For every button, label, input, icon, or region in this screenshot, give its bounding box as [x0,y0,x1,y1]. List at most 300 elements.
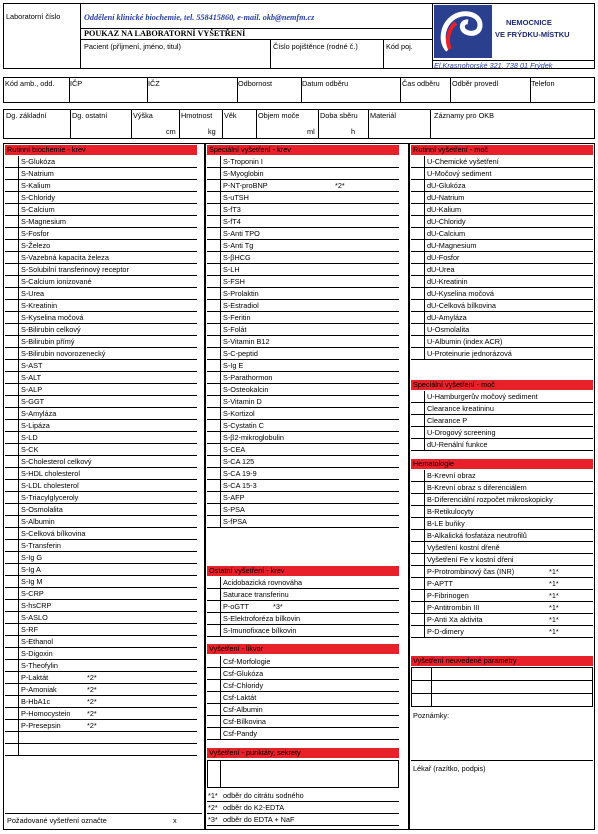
test-row[interactable] [207,204,399,216]
test-checkbox[interactable] [5,540,19,552]
test-checkbox[interactable] [5,468,19,480]
test-row[interactable] [207,656,399,668]
test-checkbox[interactable] [5,660,19,672]
test-row[interactable] [207,312,399,324]
test-row[interactable] [5,492,197,504]
test-checkbox[interactable] [207,577,221,589]
test-checkbox[interactable] [207,240,221,252]
test-row[interactable] [5,288,197,300]
test-row[interactable] [411,312,593,324]
hematology-list [411,470,593,638]
test-row[interactable] [411,156,593,168]
test-label: B-Krevní obraz [427,471,476,480]
test-label: dU-Kyselina močová [427,289,494,298]
test-checkbox[interactable] [411,228,425,240]
test-row[interactable] [5,264,197,276]
test-row[interactable] [411,427,593,439]
test-checkbox[interactable] [207,168,221,180]
test-checkbox[interactable] [207,264,221,276]
test-checkbox[interactable] [5,552,19,564]
test-checkbox[interactable] [207,504,221,516]
legend-text: odběr do EDTA + NaF [223,815,295,824]
test-checkbox[interactable] [207,300,221,312]
test-label: S-Kortizol [223,409,255,418]
test-label: S-Digoxin [21,649,53,658]
test-row[interactable] [411,324,593,336]
test-row[interactable] [5,204,197,216]
test-checkbox[interactable] [207,492,221,504]
test-checkbox[interactable] [5,360,19,372]
test-checkbox[interactable] [207,601,221,613]
test-row[interactable] [5,456,197,468]
test-row[interactable] [207,492,399,504]
test-row[interactable] [411,566,593,578]
test-label: S-Bilirubin novorozenecký [21,349,106,358]
test-checkbox[interactable] [5,180,19,192]
test-row[interactable] [207,276,399,288]
test-checkbox[interactable] [5,492,19,504]
test-row[interactable] [411,530,593,542]
test-checkbox[interactable] [207,480,221,492]
test-row[interactable] [5,552,197,564]
test-checkbox[interactable] [5,204,19,216]
test-checkbox[interactable] [5,384,19,396]
test-row[interactable] [411,602,593,614]
test-checkbox[interactable] [411,439,425,451]
test-row[interactable] [411,228,593,240]
test-row[interactable] [5,348,197,360]
test-row[interactable] [207,384,399,396]
test-label: S-RF [21,625,39,634]
test-row[interactable] [207,240,399,252]
test-checkbox[interactable] [5,240,19,252]
test-row[interactable] [5,240,197,252]
test-checkbox[interactable] [411,554,425,566]
test-checkbox[interactable] [207,360,221,372]
test-checkbox[interactable] [207,348,221,360]
tube-note: *2* [87,721,97,730]
test-checkbox[interactable] [207,204,221,216]
test-checkbox[interactable] [5,420,19,432]
test-row[interactable] [207,692,399,704]
test-row[interactable] [207,577,399,589]
test-checkbox[interactable] [411,602,425,614]
test-row[interactable] [207,216,399,228]
test-checkbox[interactable] [411,415,425,427]
test-label: dU-Kalium [427,205,462,214]
test-row[interactable] [5,648,197,660]
test-row[interactable] [5,600,197,612]
test-checkbox[interactable] [5,576,19,588]
test-checkbox[interactable] [411,180,425,192]
test-checkbox[interactable] [5,600,19,612]
test-row[interactable] [411,252,593,264]
test-row[interactable] [207,728,399,740]
test-row[interactable] [207,300,399,312]
test-checkbox[interactable] [5,168,19,180]
test-row[interactable] [5,528,197,540]
test-row[interactable] [411,336,593,348]
hospital-logo [434,5,492,58]
test-row[interactable] [207,252,399,264]
test-checkbox[interactable] [5,444,19,456]
test-row[interactable] [5,384,197,396]
test-row[interactable] [411,626,593,638]
test-checkbox[interactable] [207,444,221,456]
test-row[interactable] [411,506,593,518]
test-checkbox[interactable] [5,264,19,276]
test-checkbox[interactable] [411,168,425,180]
test-row[interactable] [411,264,593,276]
test-checkbox[interactable] [411,276,425,288]
test-row[interactable] [411,578,593,590]
test-row[interactable] [411,415,593,427]
test-checkbox[interactable] [5,588,19,600]
test-row[interactable] [5,732,197,744]
doctor-signature-field[interactable] [411,774,593,828]
test-row[interactable] [5,324,197,336]
test-label: S-LD [21,433,38,442]
test-label: S-Kalium [21,181,51,190]
tube-note: *2* [87,697,97,706]
test-checkbox[interactable] [411,566,425,578]
test-checkbox[interactable] [5,216,19,228]
test-label: S-Ig M [21,577,43,586]
tube-note: *1* [549,627,559,636]
test-label: U-Osmolalita [427,325,470,334]
test-checkbox[interactable] [5,372,19,384]
test-row[interactable] [411,614,593,626]
test-row[interactable] [411,590,593,602]
test-label: S-GGT [21,397,45,406]
test-row[interactable] [5,636,197,648]
test-label: P-Laktát [21,673,49,682]
test-checkbox[interactable] [207,704,221,716]
test-row[interactable] [411,494,593,506]
test-row[interactable] [207,432,399,444]
test-checkbox[interactable] [207,252,221,264]
test-row[interactable] [411,391,593,403]
test-checkbox[interactable] [411,427,425,439]
test-label: S-Osteokalcin [223,385,269,394]
test-checkbox[interactable] [411,530,425,542]
test-row[interactable] [5,336,197,348]
test-checkbox[interactable] [207,716,221,728]
test-row[interactable] [5,660,197,672]
test-checkbox[interactable] [5,192,19,204]
test-checkbox[interactable] [411,518,425,530]
test-checkbox[interactable] [411,403,425,415]
row1-label: Telefon [531,79,555,88]
test-row[interactable] [207,348,399,360]
test-checkbox[interactable] [207,408,221,420]
test-row[interactable] [5,720,197,732]
test-checkbox[interactable] [5,744,19,756]
test-label: Csf-Bílkovina [223,717,266,726]
test-checkbox[interactable] [411,312,425,324]
test-checkbox[interactable] [5,516,19,528]
test-row[interactable] [5,684,197,696]
test-checkbox[interactable] [207,692,221,704]
test-row[interactable] [207,516,399,528]
test-checkbox[interactable] [207,625,221,637]
test-checkbox[interactable] [5,528,19,540]
test-checkbox[interactable] [5,312,19,324]
test-row[interactable] [207,156,399,168]
test-checkbox[interactable] [411,506,425,518]
test-label: S-Albumin [21,517,55,526]
test-checkbox[interactable] [411,494,425,506]
test-row[interactable] [207,192,399,204]
test-row[interactable] [207,168,399,180]
test-checkbox[interactable] [207,668,221,680]
test-label: S-Feritin [223,313,251,322]
test-row[interactable] [5,360,197,372]
test-label: S-ALT [21,373,42,382]
test-row[interactable] [411,180,593,192]
test-row[interactable] [207,601,399,613]
test-checkbox[interactable] [411,391,425,403]
test-row[interactable] [411,192,593,204]
test-row[interactable] [5,444,197,456]
test-row[interactable] [5,276,197,288]
test-row[interactable] [411,276,593,288]
test-checkbox[interactable] [5,636,19,648]
test-checkbox[interactable] [5,336,19,348]
test-row[interactable] [5,696,197,708]
test-row[interactable] [5,468,197,480]
test-row[interactable] [207,444,399,456]
test-checkbox[interactable] [411,324,425,336]
test-row[interactable] [411,348,593,360]
test-row[interactable] [411,554,593,566]
test-row[interactable] [5,612,197,624]
test-checkbox[interactable] [207,288,221,300]
test-row[interactable] [207,228,399,240]
test-checkbox[interactable] [411,336,425,348]
test-checkbox[interactable] [411,626,425,638]
test-row[interactable] [5,372,197,384]
test-row[interactable] [411,470,593,482]
test-row[interactable] [411,288,593,300]
test-checkbox[interactable] [207,180,221,192]
test-row[interactable] [5,540,197,552]
test-row[interactable] [207,360,399,372]
test-checkbox[interactable] [411,300,425,312]
test-row[interactable] [207,468,399,480]
test-row[interactable] [411,518,593,530]
test-checkbox[interactable] [207,312,221,324]
test-row[interactable] [5,588,197,600]
test-checkbox[interactable] [5,480,19,492]
test-checkbox[interactable] [411,264,425,276]
test-checkbox[interactable] [207,396,221,408]
test-checkbox[interactable] [207,728,221,740]
test-checkbox[interactable] [5,300,19,312]
test-row[interactable] [411,482,593,494]
test-checkbox[interactable] [5,288,19,300]
test-checkbox[interactable] [411,204,425,216]
test-checkbox[interactable] [5,348,19,360]
test-checkbox[interactable] [207,324,221,336]
test-row[interactable] [411,168,593,180]
test-row[interactable] [5,180,197,192]
test-label: dU-Calcium [427,229,466,238]
test-checkbox[interactable] [5,696,19,708]
test-checkbox[interactable] [5,504,19,516]
test-checkbox[interactable] [207,336,221,348]
test-checkbox[interactable] [411,482,425,494]
test-checkbox[interactable] [207,384,221,396]
test-row[interactable] [5,396,197,408]
test-checkbox[interactable] [411,240,425,252]
test-row[interactable] [207,264,399,276]
test-row[interactable] [411,542,593,554]
section-unlisted: Vyšetření neuvedené parametry [411,656,593,666]
test-checkbox[interactable] [5,624,19,636]
test-row[interactable] [5,420,197,432]
test-checkbox[interactable] [207,468,221,480]
row2-label: Objem moče [258,111,300,120]
test-checkbox[interactable] [411,348,425,360]
test-row[interactable] [5,168,197,180]
test-row[interactable] [5,300,197,312]
test-row[interactable] [5,216,197,228]
test-checkbox[interactable] [411,578,425,590]
test-checkbox[interactable] [207,228,221,240]
test-checkbox[interactable] [411,590,425,602]
test-checkbox[interactable] [207,613,221,625]
test-checkbox[interactable] [5,432,19,444]
logo-text-1: NEMOCNICE [506,18,552,27]
test-row[interactable] [207,668,399,680]
test-checkbox[interactable] [5,648,19,660]
test-row[interactable] [411,300,593,312]
punctates-field[interactable] [207,760,399,788]
test-checkbox[interactable] [5,228,19,240]
test-row[interactable] [411,403,593,415]
test-row[interactable] [207,372,399,384]
test-checkbox[interactable] [207,156,221,168]
test-row[interactable] [5,312,197,324]
test-checkbox[interactable] [207,192,221,204]
lab-number-label: Laboratorní číslo [6,12,61,21]
test-row[interactable] [5,192,197,204]
test-row[interactable] [5,516,197,528]
test-row[interactable] [207,336,399,348]
test-row[interactable] [207,716,399,728]
test-checkbox[interactable] [5,684,19,696]
test-row[interactable] [5,576,197,588]
test-checkbox[interactable] [411,470,425,482]
test-checkbox[interactable] [5,156,19,168]
test-row[interactable] [207,288,399,300]
test-row[interactable] [207,680,399,692]
test-checkbox[interactable] [5,252,19,264]
test-label: P-Amoniak [21,685,57,694]
test-checkbox[interactable] [5,396,19,408]
test-row[interactable] [5,672,197,684]
test-checkbox[interactable] [207,420,221,432]
test-row[interactable] [207,396,399,408]
test-checkbox[interactable] [5,708,19,720]
test-label: S-ASLO [21,613,48,622]
test-checkbox[interactable] [5,720,19,732]
test-row[interactable] [5,252,197,264]
test-row[interactable] [5,156,197,168]
test-checkbox[interactable] [207,372,221,384]
test-row[interactable] [5,504,197,516]
test-row[interactable] [207,589,399,601]
test-row[interactable] [207,625,399,637]
patient-label: Pacient (příjmení, jméno, titul) [84,42,181,51]
test-row[interactable] [411,216,593,228]
test-row[interactable] [5,480,197,492]
test-checkbox[interactable] [411,252,425,264]
test-checkbox[interactable] [207,216,221,228]
test-label: S-fPSA [223,517,247,526]
notes-field[interactable] [411,708,593,758]
test-row[interactable] [5,744,197,756]
test-checkbox[interactable] [5,276,19,288]
test-row[interactable] [411,204,593,216]
test-row[interactable] [207,456,399,468]
test-checkbox[interactable] [411,216,425,228]
test-row[interactable] [5,624,197,636]
test-row[interactable] [207,180,399,192]
test-checkbox[interactable] [5,408,19,420]
logo-text-2: VE FRÝDKU-MÍSTKU [495,30,570,39]
test-checkbox[interactable] [5,612,19,624]
test-row[interactable] [207,613,399,625]
test-row[interactable] [207,408,399,420]
test-row[interactable] [5,708,197,720]
test-checkbox[interactable] [207,680,221,692]
test-checkbox[interactable] [207,516,221,528]
test-checkbox[interactable] [5,672,19,684]
test-label: S-Ig G [21,553,43,562]
test-checkbox[interactable] [207,276,221,288]
test-checkbox[interactable] [5,564,19,576]
test-row[interactable] [5,408,197,420]
test-checkbox[interactable] [411,156,425,168]
test-checkbox[interactable] [5,324,19,336]
test-row[interactable] [207,420,399,432]
test-row[interactable] [207,704,399,716]
test-checkbox[interactable] [411,288,425,300]
test-checkbox[interactable] [411,192,425,204]
test-checkbox[interactable] [207,589,221,601]
test-checkbox[interactable] [411,542,425,554]
test-checkbox[interactable] [5,456,19,468]
test-label: S-Glukóza [21,157,56,166]
test-checkbox[interactable] [207,432,221,444]
test-label: S-Kyselina močová [21,313,84,322]
test-row[interactable] [207,324,399,336]
test-row[interactable] [5,228,197,240]
test-checkbox[interactable] [411,614,425,626]
test-row[interactable] [207,504,399,516]
test-checkbox[interactable] [207,456,221,468]
test-row[interactable] [207,480,399,492]
test-row[interactable] [5,564,197,576]
test-checkbox[interactable] [207,656,221,668]
test-row[interactable] [5,432,197,444]
unlisted-field[interactable] [411,667,593,707]
test-row[interactable] [411,439,593,451]
test-row[interactable] [411,240,593,252]
test-checkbox[interactable] [5,732,19,744]
